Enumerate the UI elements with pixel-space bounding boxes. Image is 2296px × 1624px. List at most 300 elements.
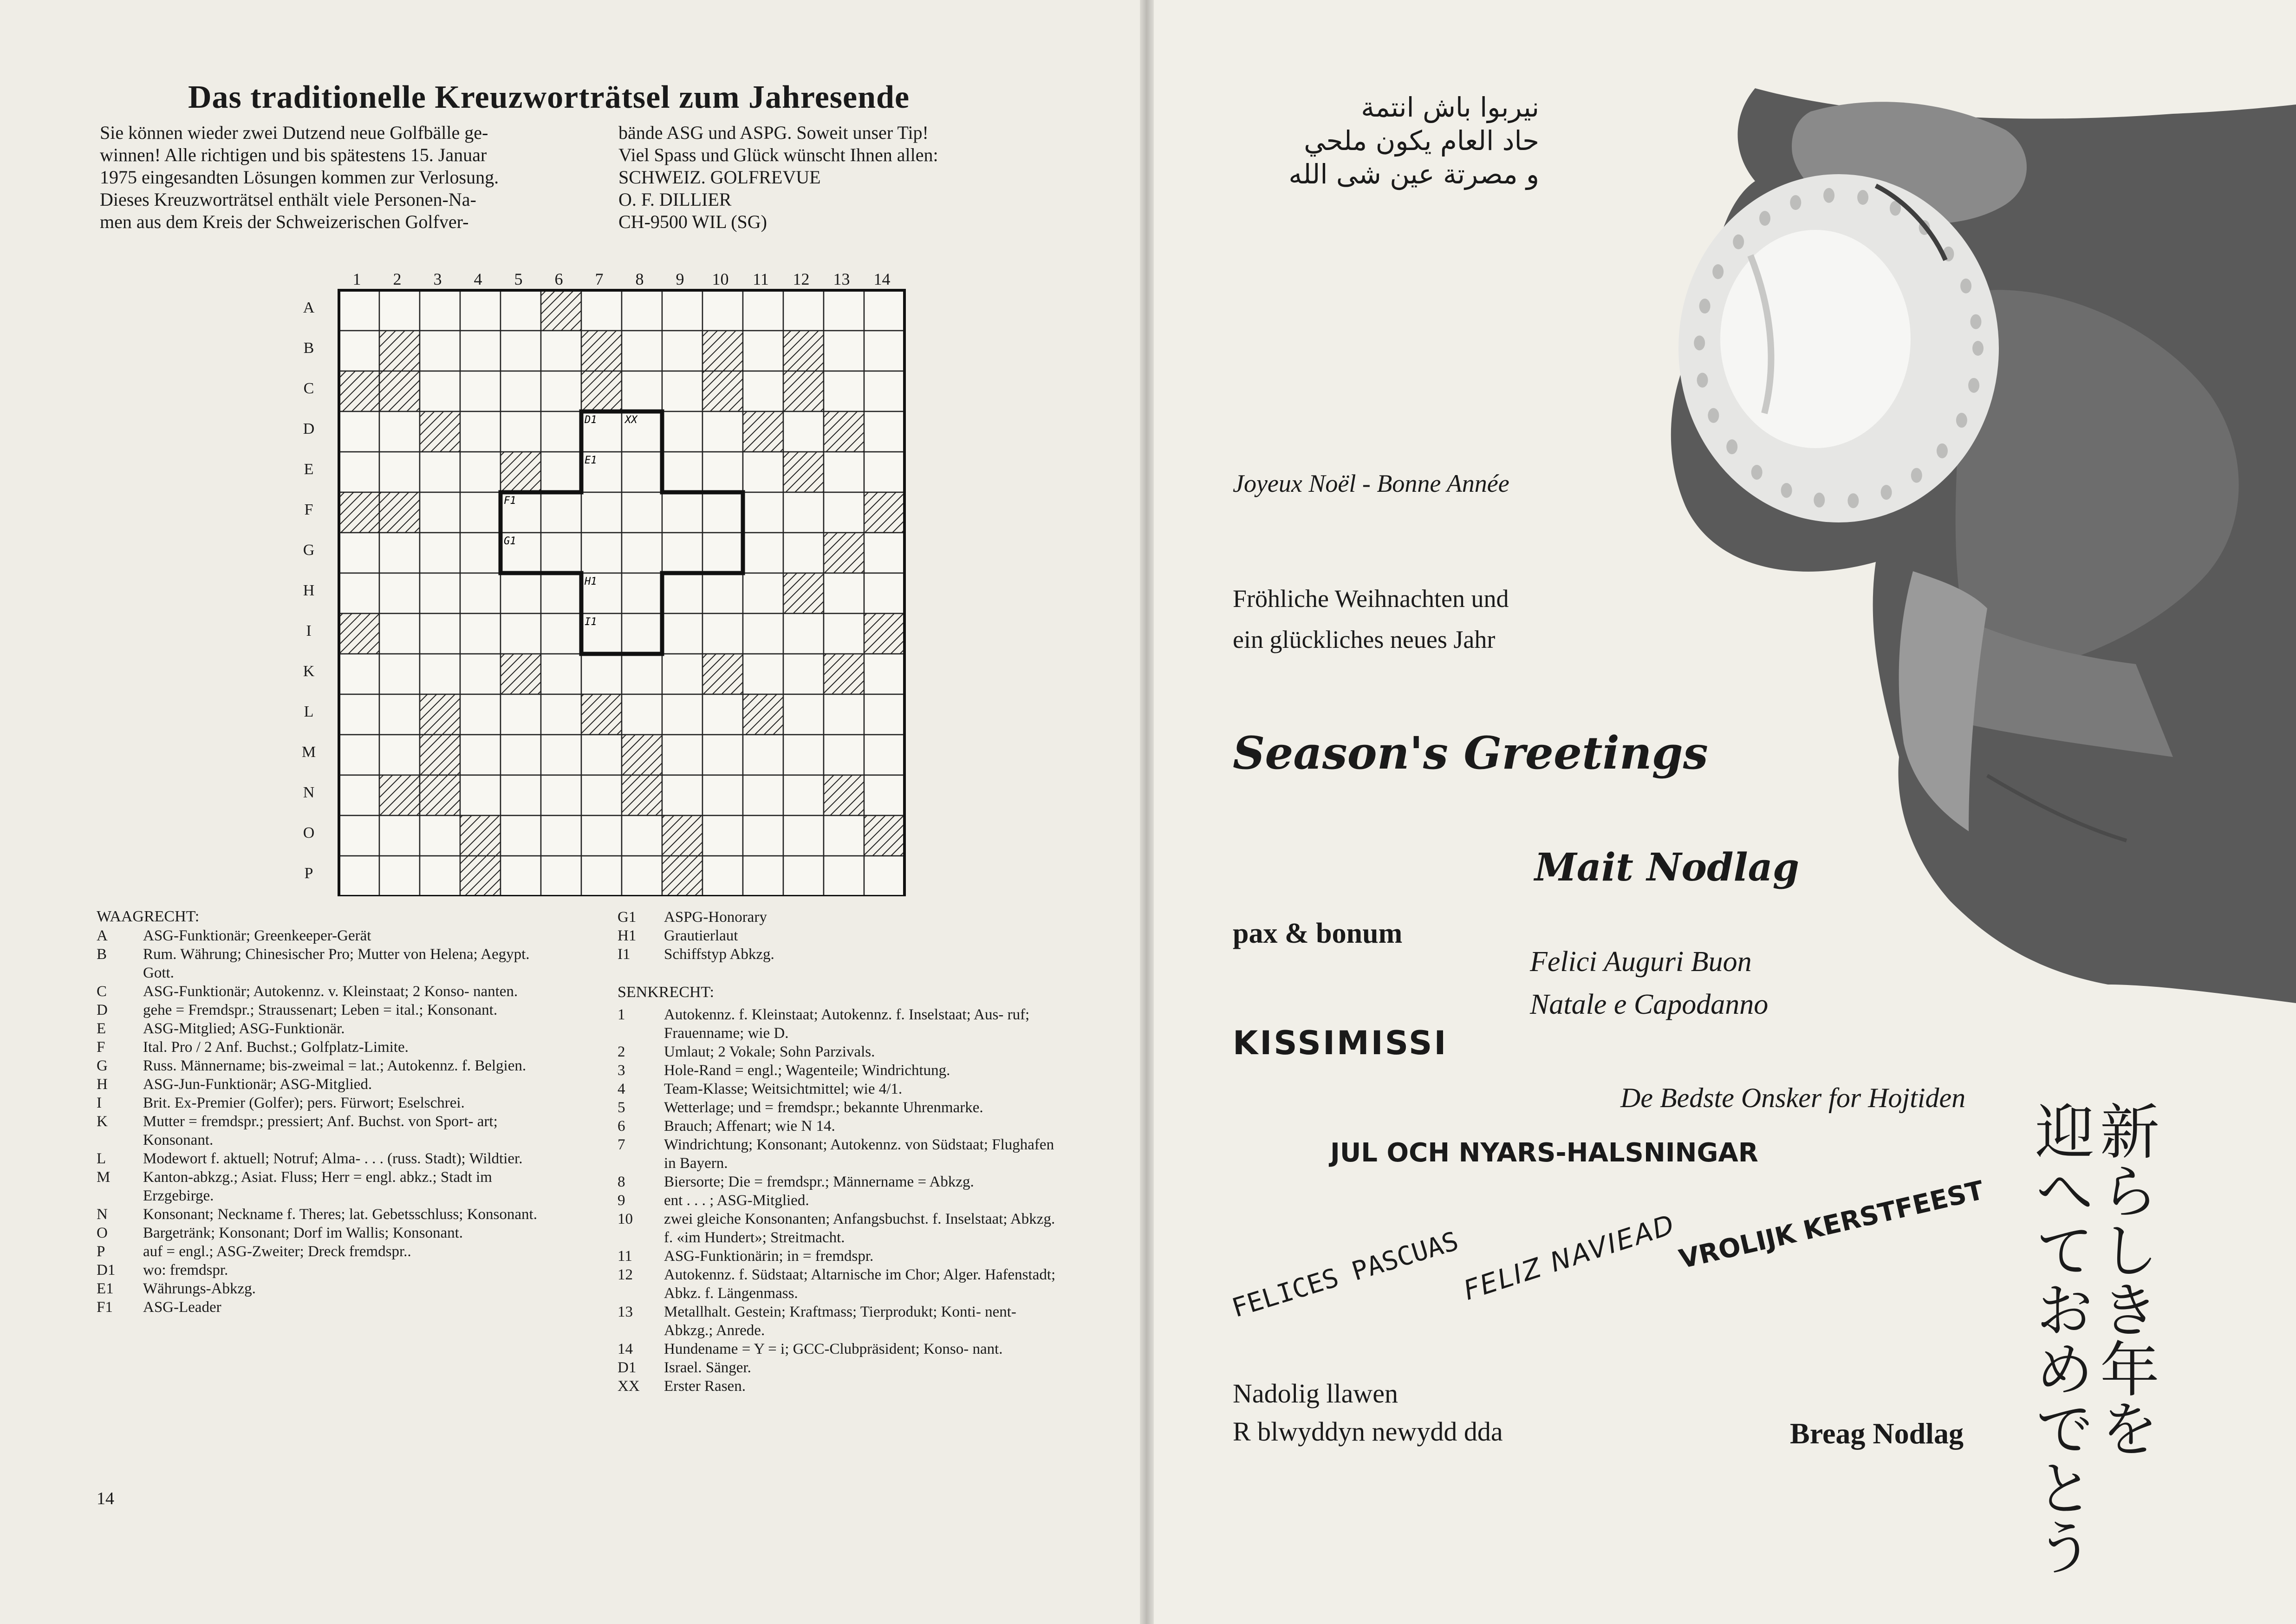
grid-row-label: O	[303, 824, 315, 841]
greeting-romansh: FELIZ NAVIEAD	[1459, 1208, 1679, 1306]
clue-key: P	[97, 1243, 105, 1260]
clue-key: 5	[618, 1099, 625, 1116]
grid-cell	[541, 694, 581, 735]
clue-text: Brauch; Affenart; wie N 14.	[664, 1118, 835, 1135]
grid-cell	[339, 694, 379, 735]
grid-cell	[622, 533, 662, 573]
grid-cell	[339, 573, 379, 613]
clue-text: ASG-Funktionär; Greenkeeper-Gerät	[143, 927, 371, 944]
grid-cell	[783, 411, 824, 452]
clue-item	[618, 1303, 1063, 1340]
clue-key: A	[97, 927, 108, 944]
clue-text: Israel. Sänger.	[664, 1359, 751, 1376]
grid-cell-black	[379, 331, 420, 371]
grid-cell	[824, 613, 864, 654]
clue-text: Ital. Pro / 2 Anf. Buchst.; Golfplatz-Limite.	[143, 1039, 409, 1056]
grid-cell	[379, 452, 420, 492]
grid-cell-black	[420, 775, 460, 815]
grid-cell	[460, 411, 501, 452]
clue-key: D1	[618, 1359, 637, 1376]
grid-cell	[622, 371, 662, 411]
grid-column-label: 8	[635, 270, 644, 288]
grid-cell	[501, 331, 541, 371]
grid-cell	[581, 735, 622, 775]
clue-text: Metallhalt. Gestein; Kraftmass; Tierprodukt; Konti- nent-Abkzg.; Anrede.	[664, 1304, 1016, 1339]
grid-cell	[662, 694, 702, 735]
intro-right	[618, 122, 938, 233]
clue-text: Rum. Währung; Chinesischer Pro; Mutter von Helena; Aegypt. Gott.	[143, 946, 530, 981]
grid-cell	[743, 775, 783, 815]
waagrecht-clues-continued	[618, 908, 1063, 964]
intro-line: men aus dem Kreis der Schweizerischen Golfver-	[100, 211, 469, 232]
clue-text: wo: fremdspr.	[143, 1262, 228, 1278]
grid-row-label: E	[304, 461, 314, 478]
grid-cell	[622, 331, 662, 371]
grid-cell-black	[379, 371, 420, 411]
grid-column-label: 4	[474, 270, 482, 288]
grid-cell	[339, 735, 379, 775]
grid-cell-black	[339, 371, 379, 411]
clue-item	[97, 1168, 547, 1205]
clue-item	[97, 1112, 547, 1149]
clue-text: Schiffstyp Abkzg.	[664, 946, 774, 963]
clue-item	[618, 945, 1063, 964]
grid-cell	[824, 735, 864, 775]
grid-cell	[743, 654, 783, 694]
grid-column-label: 5	[514, 270, 523, 288]
grid-cell	[824, 371, 864, 411]
dimple	[1823, 188, 1834, 203]
grid-cell	[460, 735, 501, 775]
clue-text: Team-Klasse; Weitsichtmittel; wie 4/1.	[664, 1081, 903, 1097]
grid-row-label: G	[303, 541, 315, 559]
clue-text: Währungs-Abkzg.	[143, 1280, 256, 1297]
clue-text: ASG-Jun-Funktionär; ASG-Mitglied.	[143, 1076, 372, 1093]
grid-row-label: B	[303, 339, 314, 357]
grid-cell	[501, 573, 541, 613]
grid-column-label: 10	[712, 270, 729, 288]
clue-key: B	[97, 946, 107, 963]
grid-cell	[541, 573, 581, 613]
intro-line: SCHWEIZ. GOLFREVUE	[618, 167, 821, 188]
clue-key: 6	[618, 1118, 625, 1135]
grid-cell	[743, 452, 783, 492]
clue-item	[618, 1358, 1063, 1377]
clue-item	[97, 945, 547, 982]
grid-cell	[783, 775, 824, 815]
grid-cell	[864, 331, 904, 371]
greeting-danish: De Bedste Onsker for Hojtiden	[1620, 1083, 1966, 1113]
page-fold	[1140, 0, 1154, 1624]
clue-key: H1	[618, 927, 637, 944]
clue-text: Autokennz. f. Südstaat; Altarnische im Chor; Alger. Hafenstadt; Abkz. f. Längenmass.	[664, 1266, 1056, 1302]
clue-key: M	[97, 1169, 111, 1186]
clue-key: 9	[618, 1192, 625, 1209]
grid-cell-black	[339, 613, 379, 654]
clue-key: N	[97, 1206, 108, 1223]
grid-marker: F1	[504, 495, 516, 507]
clue-item	[618, 1247, 1063, 1265]
clue-text: Windrichtung; Konsonant; Autokennz. von Südstaat; Flughafen in Bayern.	[664, 1136, 1054, 1172]
grid-cell	[824, 492, 864, 533]
clue-item	[618, 1043, 1063, 1061]
grid-cell	[702, 613, 743, 654]
grid-cell	[420, 815, 460, 856]
clue-item	[97, 982, 547, 1001]
grid-column-label: 11	[753, 270, 769, 288]
grid-cell	[743, 533, 783, 573]
dimple	[1726, 439, 1737, 454]
grid-cell-black	[864, 815, 904, 856]
clue-text: Bargetränk; Konsonant; Dorf im Wallis; Konsonant.	[143, 1225, 463, 1241]
dimple	[1759, 211, 1770, 226]
clue-key: 10	[618, 1211, 633, 1227]
clue-text: Autokennz. f. Kleinstaat; Autokennz. f. Inselstaat; Aus- ruf; Frauenname; wie D.	[664, 1006, 1030, 1042]
clue-item	[97, 926, 547, 945]
intro-line: 1975 eingesandten Lösungen kommen zur Verlosung.	[100, 167, 499, 188]
senkrecht-clues	[618, 1005, 1063, 1396]
grid-cell-black	[622, 775, 662, 815]
grid-cell	[622, 452, 662, 492]
clue-key: D	[97, 1002, 108, 1018]
grid-row-label: A	[303, 299, 315, 316]
grid-cell	[864, 452, 904, 492]
dimple	[1881, 485, 1892, 500]
dimple	[1970, 314, 1981, 329]
dimple	[1968, 378, 1979, 393]
clue-text: Erster Rasen.	[664, 1378, 746, 1395]
grid-cell	[824, 815, 864, 856]
clue-text: Modewort f. aktuell; Notruf; Alma- . . . (russ. Stadt); Wildtier.	[143, 1150, 523, 1167]
clue-text: ASG-Leader	[143, 1299, 221, 1316]
grid-cell	[420, 331, 460, 371]
grid-cell	[339, 654, 379, 694]
grid-column-label: 14	[873, 270, 891, 288]
clue-key: G1	[618, 909, 637, 926]
grid-cell	[662, 775, 702, 815]
clue-key: H	[97, 1076, 108, 1093]
greeting-german: Fröhliche Weihnachten und ein glückliches neues Jahr	[1233, 585, 1509, 653]
grid-cell	[824, 856, 864, 896]
grid-cell	[501, 371, 541, 411]
grid-cell	[702, 775, 743, 815]
grid-cell	[379, 411, 420, 452]
grid-row-label: P	[304, 865, 313, 882]
waagrecht-heading: WAAGRECHT:	[97, 908, 200, 925]
grid-cell	[541, 856, 581, 896]
clue-key: E	[97, 1020, 106, 1037]
grid-cell	[702, 735, 743, 775]
grid-cell-black	[420, 694, 460, 735]
grid-cell-black	[783, 331, 824, 371]
clue-item	[618, 1210, 1063, 1247]
clue-item	[97, 1149, 547, 1168]
clue-item	[97, 1242, 547, 1261]
clue-key: L	[97, 1150, 106, 1167]
grid-cell-black	[622, 735, 662, 775]
grid-cell	[460, 613, 501, 654]
grid-cell-black	[460, 815, 501, 856]
grid-cell	[743, 815, 783, 856]
grid-cell	[702, 411, 743, 452]
grid-cell	[581, 775, 622, 815]
grid-cell-black	[743, 694, 783, 735]
grid-cell	[339, 452, 379, 492]
grid-cell	[783, 856, 824, 896]
grid-cell	[783, 815, 824, 856]
clue-item	[618, 1191, 1063, 1210]
grid-marker: E1	[585, 455, 597, 466]
dimple	[1751, 465, 1763, 480]
clue-item	[618, 1061, 1063, 1080]
clue-item	[97, 1001, 547, 1019]
clue-item	[97, 1261, 547, 1279]
clue-key: D1	[97, 1262, 116, 1278]
grid-cell	[743, 331, 783, 371]
grid-cell	[379, 735, 420, 775]
grid-cell	[864, 775, 904, 815]
grid-cell	[824, 452, 864, 492]
clue-key: 12	[618, 1266, 633, 1283]
grid-cell	[379, 815, 420, 856]
clue-text: ASG-Funktionär; Autokennz. v. Kleinstaat; 2 Konso- nanten.	[143, 983, 518, 1000]
grid-cell	[379, 856, 420, 896]
grid-cell	[622, 492, 662, 533]
grid-cell	[783, 613, 824, 654]
clue-item	[97, 1224, 547, 1242]
intro-line: Sie können wieder zwei Dutzend neue Golfbälle ge-	[100, 122, 488, 143]
grid-cell	[824, 573, 864, 613]
grid-cell	[379, 290, 420, 331]
grid-cell-black	[379, 775, 420, 815]
grid-marker: G1	[504, 535, 516, 547]
grid-cell	[339, 775, 379, 815]
clue-key: 4	[618, 1081, 625, 1097]
grid-cell	[702, 533, 743, 573]
grid-cell	[460, 694, 501, 735]
grid-cell	[743, 290, 783, 331]
greeting-italian: Felici Auguri Buon Natale e Capodanno	[1530, 946, 1769, 1020]
grid-cell	[864, 694, 904, 735]
clue-text: ASG-Funktionärin; in = fremdspr.	[664, 1248, 874, 1265]
grid-cell	[460, 331, 501, 371]
greeting-spanish: FELICES PASCUAS	[1228, 1226, 1462, 1324]
grid-cell	[743, 735, 783, 775]
clue-key: 13	[618, 1304, 633, 1320]
clue-text: Wetterlage; und = fremdspr.; bekannte Uhrenmarke.	[664, 1099, 983, 1116]
clue-item	[618, 1377, 1063, 1396]
grid-cell	[622, 654, 662, 694]
dimple	[1937, 444, 1948, 458]
grid-cell	[339, 411, 379, 452]
grid-column-label: 7	[595, 270, 604, 288]
grid-cell	[702, 856, 743, 896]
grid-marker: XX	[625, 414, 637, 426]
grid-marker: D1	[585, 414, 597, 426]
grid-cell	[743, 492, 783, 533]
grid-cell-black	[662, 815, 702, 856]
clue-item	[618, 1005, 1063, 1043]
grid-cell	[501, 775, 541, 815]
clue-item	[97, 1057, 547, 1075]
grid-cell	[379, 573, 420, 613]
grid-cell	[541, 654, 581, 694]
grid-cell-black	[420, 411, 460, 452]
grid-cell	[581, 815, 622, 856]
grid-cell	[783, 735, 824, 775]
grid-cell	[702, 492, 743, 533]
grid-cell	[420, 856, 460, 896]
grid-cell	[501, 815, 541, 856]
clue-item	[618, 908, 1063, 926]
grid-cell	[864, 654, 904, 694]
grid-cell-black	[783, 452, 824, 492]
grid-cell	[501, 735, 541, 775]
grid-cell-black	[541, 290, 581, 331]
grid-cell	[420, 573, 460, 613]
grid-cell	[783, 694, 824, 735]
grid-column-label: 13	[833, 270, 850, 288]
grid-cell	[420, 452, 460, 492]
clue-item	[97, 1019, 547, 1038]
grid-cell	[662, 533, 702, 573]
grid-cell	[662, 371, 702, 411]
grid-cell-black	[581, 371, 622, 411]
clue-text: zwei gleiche Konsonanten; Anfangsbuchst. f. Inselstaat; Abkzg. f. «im Hundert»; Streitmacht.	[664, 1211, 1055, 1246]
grid-cell-black	[460, 856, 501, 896]
grid-cell	[864, 411, 904, 452]
grid-cell	[379, 533, 420, 573]
greeting-swahili: KISSIMISSI	[1233, 1024, 1448, 1062]
clue-item	[97, 1094, 547, 1112]
grid-cell	[743, 573, 783, 613]
clue-key: O	[97, 1225, 108, 1241]
grid-cell	[702, 815, 743, 856]
grid-column-label: 2	[393, 270, 402, 288]
clue-key: 1	[618, 1006, 625, 1023]
grid-cell	[339, 331, 379, 371]
greeting-breton: Breag Nodlag	[1790, 1417, 1964, 1450]
grid-cell	[622, 290, 662, 331]
clue-text: ASPG-Honorary	[664, 909, 767, 926]
intro-line: winnen! Alle richtigen und bis spätestens 15. Januar	[100, 144, 487, 165]
grid-marker: H1	[585, 576, 597, 587]
grid-cell	[743, 371, 783, 411]
grid-cell	[339, 856, 379, 896]
grid-cell	[702, 452, 743, 492]
grid-cell	[460, 290, 501, 331]
grid-cell	[501, 694, 541, 735]
clue-text: ASG-Mitglied; ASG-Funktionär.	[143, 1020, 345, 1037]
grid-cell-black	[581, 694, 622, 735]
grid-cell	[622, 573, 662, 613]
grid-cell	[864, 533, 904, 573]
grid-row-label: H	[303, 582, 315, 599]
intro-line: CH-9500 WIL (SG)	[618, 211, 767, 232]
clue-key: 7	[618, 1136, 625, 1153]
grid-cell	[864, 856, 904, 896]
clue-text: auf = engl.; ASG-Zweiter; Dreck fremdspr..	[143, 1243, 411, 1260]
clue-item	[618, 1135, 1063, 1173]
grid-cell	[420, 654, 460, 694]
page-number: 14	[97, 1489, 114, 1508]
grid-column-label: 3	[433, 270, 442, 288]
grid-marker: I1	[585, 616, 597, 628]
clue-key: 8	[618, 1174, 625, 1190]
grid-cell	[420, 371, 460, 411]
dimple	[1697, 373, 1708, 388]
clue-item	[618, 1265, 1063, 1303]
clue-key: C	[97, 983, 107, 1000]
intro-left	[100, 122, 499, 233]
greeting-irish: Mait Nodlag	[1535, 845, 1800, 890]
clue-key: I1	[618, 946, 631, 963]
left-page	[0, 0, 1147, 1624]
dimple	[1699, 299, 1711, 313]
clue-text: Konsonant; Neckname f. Theres; lat. Gebetsschluss; Konsonant.	[143, 1206, 537, 1223]
grid-cell	[541, 815, 581, 856]
grid-cell	[864, 290, 904, 331]
clue-key: F	[97, 1039, 105, 1056]
clue-item	[618, 1117, 1063, 1135]
grid-cell-black	[824, 411, 864, 452]
grid-cell	[501, 613, 541, 654]
grid-cell	[501, 290, 541, 331]
clue-key: K	[97, 1113, 108, 1130]
grid-cell	[662, 492, 702, 533]
grid-cell-black	[824, 654, 864, 694]
clue-item	[618, 1340, 1063, 1358]
crossword-grid	[337, 288, 908, 896]
grid-cell	[460, 371, 501, 411]
grid-cell-black	[743, 411, 783, 452]
grid-cell	[460, 654, 501, 694]
grid-cell	[864, 735, 904, 775]
grid-cell	[581, 533, 622, 573]
grid-cell	[379, 694, 420, 735]
clue-item	[97, 1205, 547, 1224]
clue-key: F1	[97, 1299, 113, 1316]
grid-cell	[581, 856, 622, 896]
clue-text: Russ. Männername; bis-zweimal = lat.; Autokennz. f. Belgien.	[143, 1057, 527, 1074]
grid-cell	[541, 775, 581, 815]
grid-cell	[662, 290, 702, 331]
grid-cell	[662, 452, 702, 492]
grid-cell	[783, 533, 824, 573]
grid-row-label: N	[303, 784, 315, 801]
dimple	[1790, 195, 1801, 210]
grid-cell	[420, 533, 460, 573]
grid-cell	[339, 533, 379, 573]
grid-cell	[622, 856, 662, 896]
grid-cell	[541, 533, 581, 573]
grid-column-label: 1	[352, 270, 361, 288]
grid-cell-black	[379, 492, 420, 533]
intro-line: Viel Spass und Glück wünscht Ihnen allen:	[618, 144, 938, 165]
grid-cell	[743, 613, 783, 654]
grid-cell-black	[864, 613, 904, 654]
right-page	[1147, 0, 2296, 1624]
grid-cell	[702, 694, 743, 735]
grid-cell-black	[864, 492, 904, 533]
grid-cell	[783, 492, 824, 533]
grid-cell-black	[824, 775, 864, 815]
grid-cell-black	[420, 735, 460, 775]
clue-item	[97, 1075, 547, 1094]
grid-cell	[824, 290, 864, 331]
grid-column-label: 12	[793, 270, 810, 288]
page-title: Das traditionelle Kreuzworträtsel zum Jahresende	[188, 79, 910, 115]
